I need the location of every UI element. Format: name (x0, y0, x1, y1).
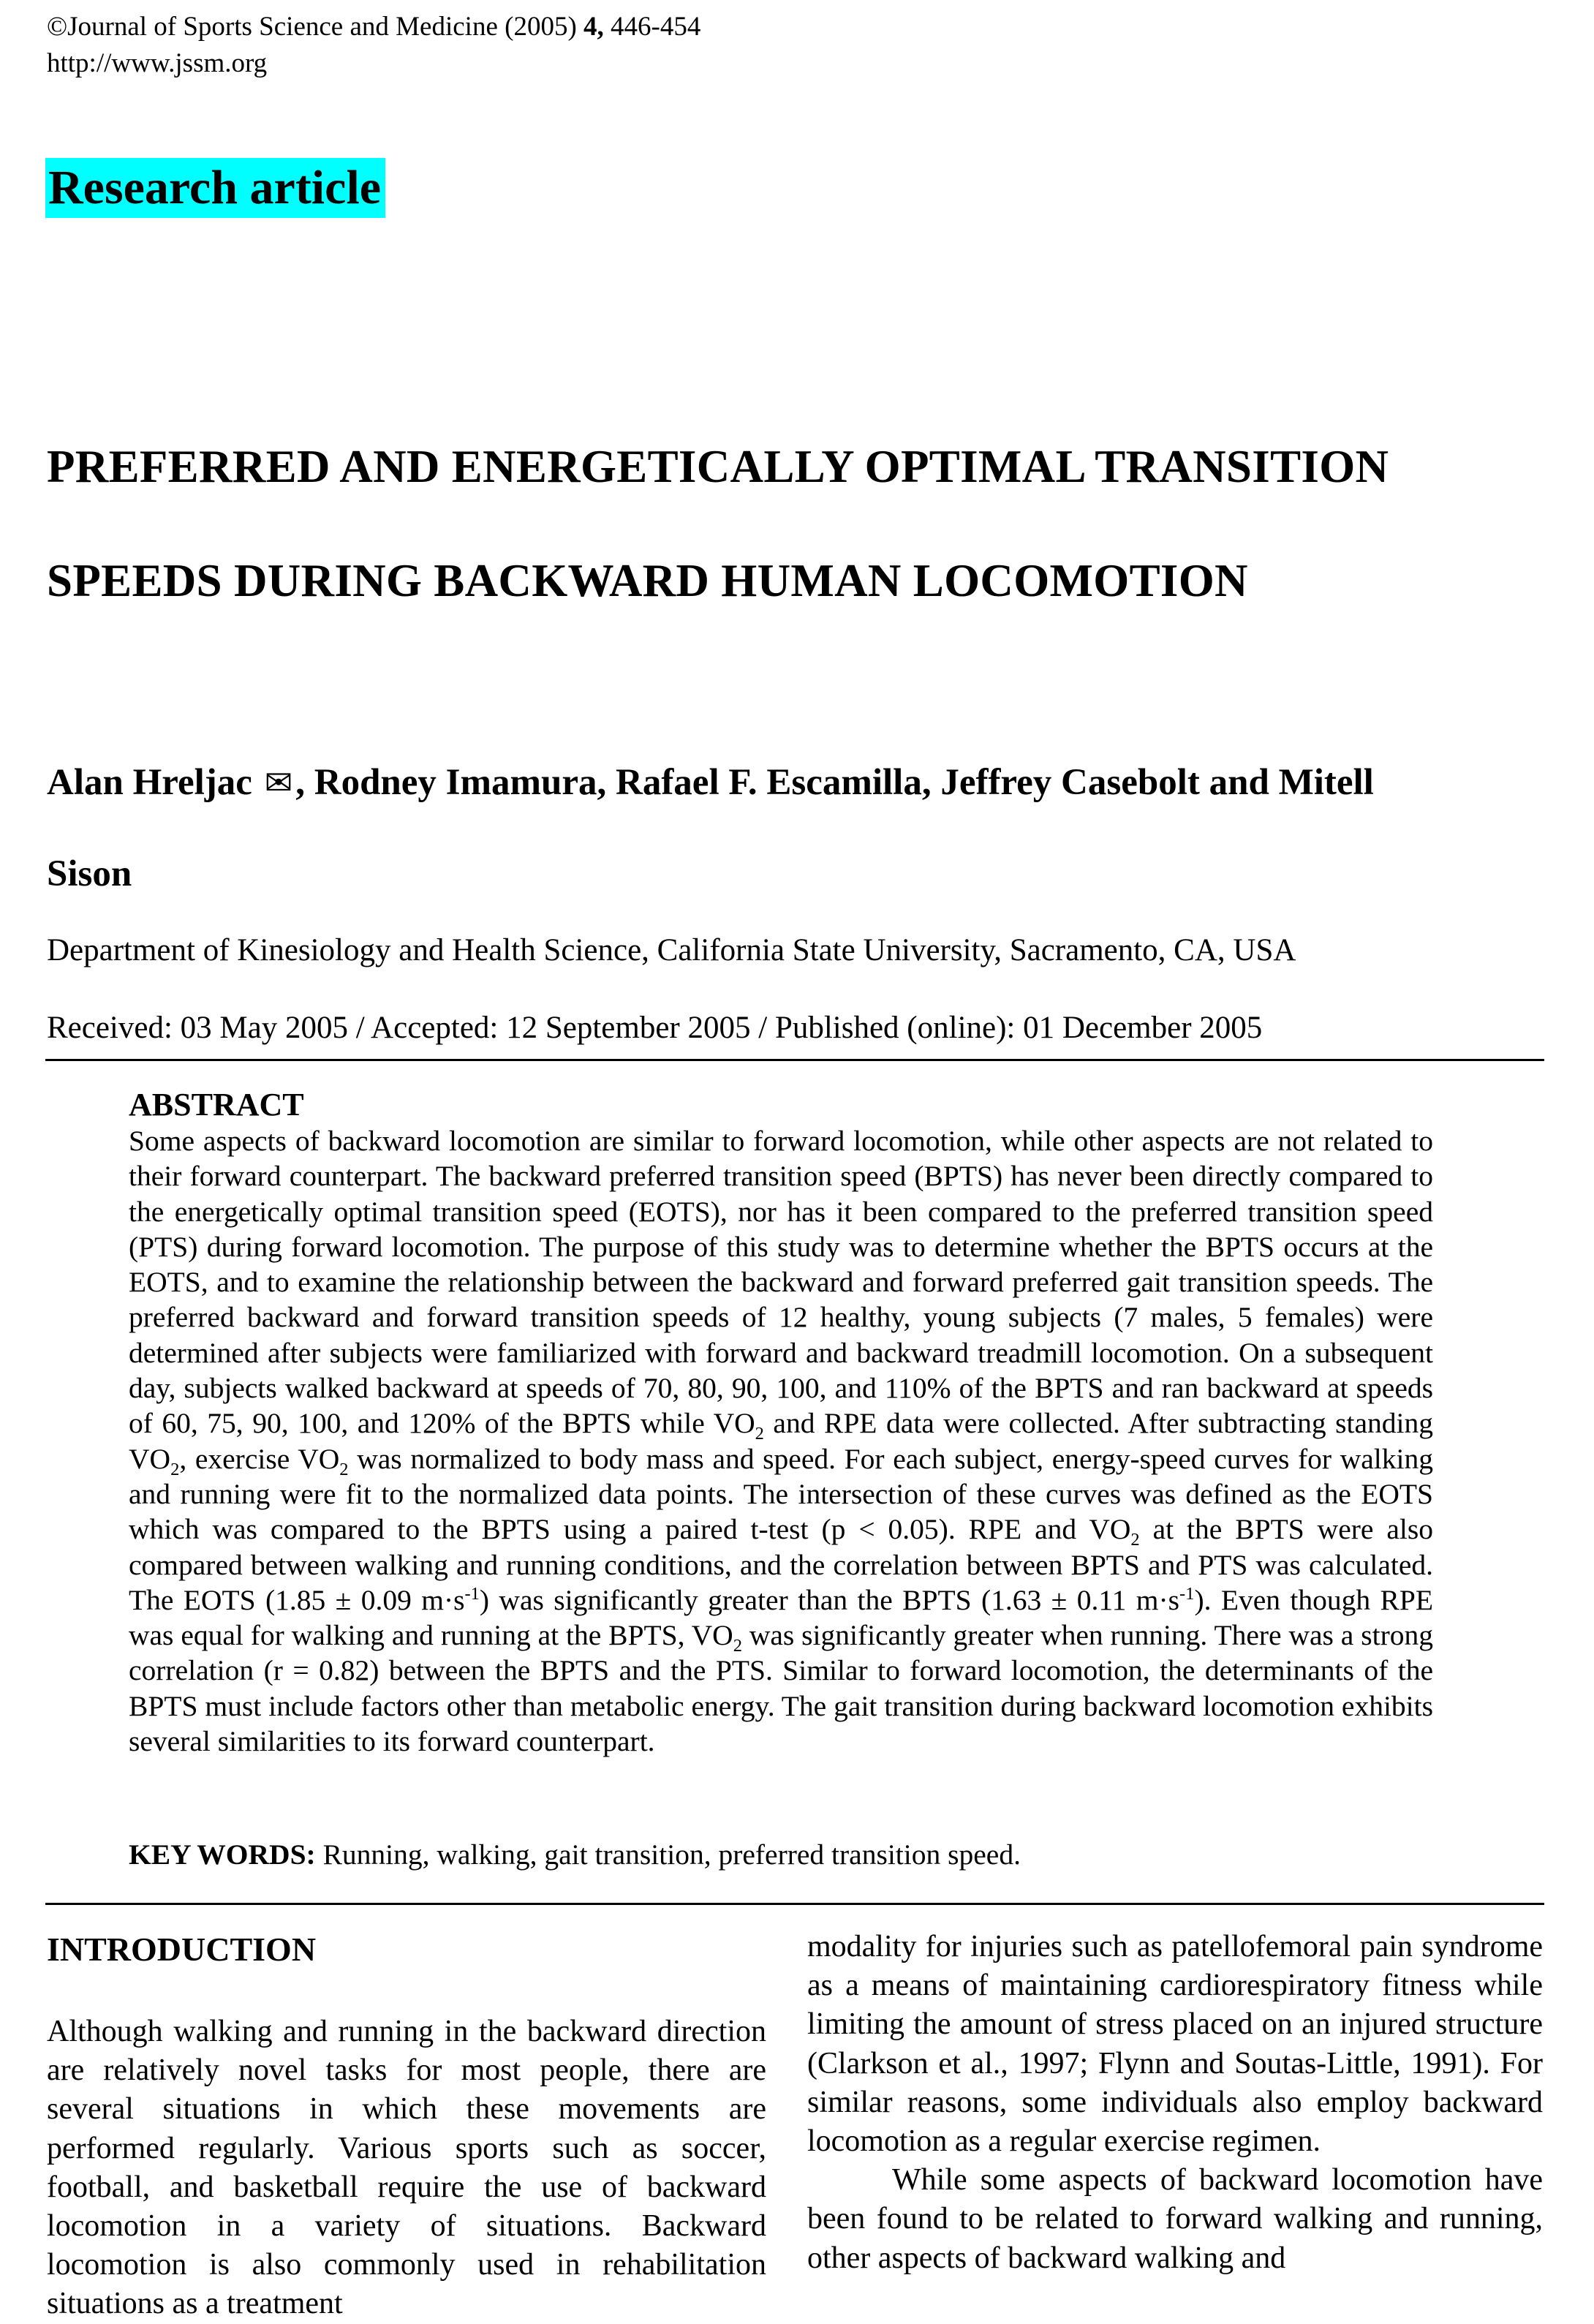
publication-dates: Received: 03 May 2005 / Accepted: 12 September 2005 / Published (online): 01 December 2005 (47, 1011, 1263, 1045)
journal-citation (47, 9, 700, 82)
abstract-heading: ABSTRACT (129, 1087, 304, 1123)
author-list (47, 737, 1553, 919)
intro-paragraph-1-cont: modality for injuries such as patellofemoral pain syndrome as a means of maintaining cardiorespiratory fitness while limiting the amount of stress placed on an injured structure (Clarkson et al., 1997; Flynn and Soutas-Little, 1991). For similar reasons, some individuals also employ backward locomotion as a regular exercise regimen. (807, 1930, 1543, 2159)
keywords (129, 1836, 1433, 1874)
introduction-column-1 (47, 2012, 766, 2324)
divider-bottom (45, 1903, 1544, 1905)
affiliation: Department of Kinesiology and Health Science, California State University, Sacramento, CA, USA (47, 933, 1296, 967)
intro-paragraph-2: While some aspects of backward locomotion have been found to be related to forward walking and running, other aspects of backward walking and (807, 2163, 1543, 2275)
journal-volume: 4, (583, 12, 604, 42)
keywords-label: KEY WORDS: (129, 1838, 316, 1871)
envelope-icon[interactable]: ✉ (264, 764, 293, 801)
article-type-badge: Research article (45, 158, 385, 218)
abstract-text: Some aspects of backward locomotion are similar to forward locomotion, while other aspects are not related to their forward counterpart. The backward preferred transition speed (BPTS) has never been directly compared to the energetically optimal transition speed (EOTS), nor has it been compared to the preferred transition speed (PTS) during forward locomotion. The purpose of this study was to determine whether the BPTS occurs at the EOTS, and to examine the relationship between the backward and forward preferred gait transition speeds. The preferred backward and forward transition speeds of 12 healthy, young subjects (7 males, 5 females) were determined after subjects were familiarized with forward and backward treadmill locomotion. On a subsequent day, subjects walked backward at speeds of 70, 80, 90, 100, and 110% of the BPTS and ran backward at speeds of 60, 75, 90, 100, and 120% of the BPTS while $VO_2$ and RPE data were collected. After subtracting standing $VO_2$, exercise $VO_2$ was normalized to body mass and speed. For each subject, energy-speed curves for walking and running were fit to the normalized data points. The intersection of these curves was defined as the EOTS which was compared to the BPTS using a paired t-test (p < 0.05). RPE and $VO_2$ at the BPTS were also compared between walking and running conditions, and the correlation between BPTS and PTS was calculated. The EOTS (1.85 ± 0.09 $m\cdot s^{-1}$) was significantly greater than the BPTS (1.63 ± 0.11 $m\cdot s^{-1}$). Even though RPE was equal for walking and running at the BPTS, $VO_2$ was significantly greater when running. There was a strong correlation (r = 0.82) between the BPTS and the PTS. Similar to forward locomotion, the determinants of the BPTS must include factors other than metabolic energy. The gait transition during backward locomotion exhibits several similarities to its forward counterpart. (129, 1125, 1433, 1758)
author-last: Sison (47, 853, 132, 894)
journal-name: ©Journal of Sports Science and Medicine (2005) (47, 12, 584, 42)
introduction-column-2 (807, 1928, 1543, 2278)
title-line-2: SPEEDS DURING BACKWARD HUMAN LOCOMOTION (47, 555, 1248, 606)
author-rest: , Rodney Imamura, Rafael F. Escamilla, Jeffrey Casebolt and Mitell (295, 762, 1374, 803)
journal-pages: 446-454 (603, 12, 701, 42)
intro-paragraph-1: Although walking and running in the backward direction are relatively novel tasks for most people, there are several situations in which these movements are performed regularly. Various sports such as soccer, football, and basketball require the use of backward locomotion in a variety of situations. Backward locomotion is also commonly used in rehabilitation situations as a treatment (47, 2015, 766, 2321)
divider-top (45, 1059, 1544, 1061)
author-first: Alan Hreljac (47, 762, 252, 803)
introduction-heading: INTRODUCTION (47, 1931, 317, 1968)
paper-title (47, 410, 1553, 638)
keywords-text: Running, walking, gait transition, preferred transition speed. (315, 1838, 1021, 1871)
journal-url[interactable]: http://www.jssm.org (47, 48, 268, 78)
abstract-block (129, 1087, 1433, 1759)
title-line-1: PREFERRED AND ENERGETICALLY OPTIMAL TRANSITION (47, 441, 1389, 492)
